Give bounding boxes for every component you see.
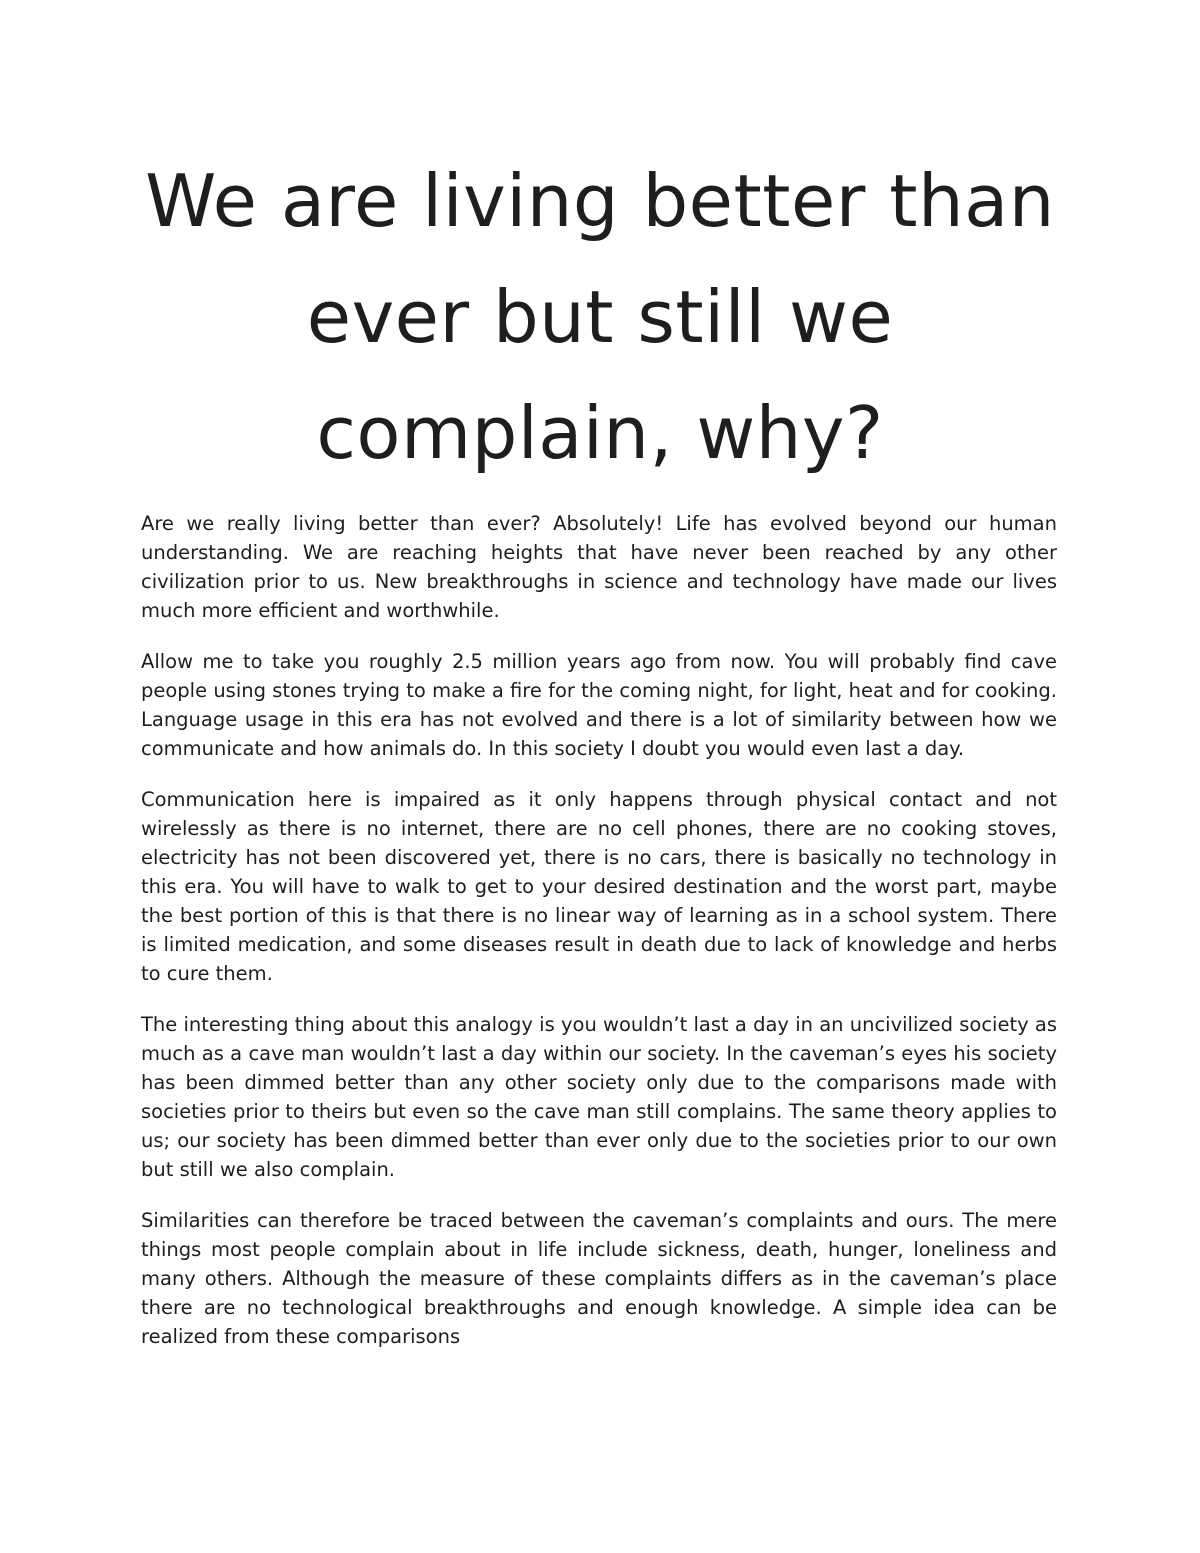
paragraph: Communication here is impaired as it only happens through physical contact and not wirelessly as there is no internet, there are no cell phones, there are no cooking stoves, electricity has not been discovered yet, there is no cars, there is basically no technology in this era. You will have to walk to get to your desired destination and the worst part, maybe the best portion of this is that there is no linear way of learning as in a school system. There is limited medication, and some diseases result in death due to lack of knowledge and herbs to cure them. xyxy=(141,788,1057,985)
document-body xyxy=(141,509,1057,1373)
paragraph: Similarities can therefore be traced between the caveman’s complaints and ours. The mere things most people complain about in life include sickness, death, hunger, loneliness and many others. Although the measure of these complaints differs as in the caveman’s place there are no technological breakthroughs and enough knowledge. A simple idea can be realized from these comparisons xyxy=(141,1209,1057,1348)
paragraph: Are we really living better than ever? Absolutely! Life has evolved beyond our human understanding. We are reaching heights that have never been reached by any other civilization prior to us. New breakthroughs in science and technology have made our lives much more efficient and worthwhile. xyxy=(141,512,1057,622)
document-title: We are living better than ever but still we complain, why? xyxy=(145,159,1055,475)
paragraph: Allow me to take you roughly 2.5 million years ago from now. You will probably find cave people using stones trying to make a fire for the coming night, for light, heat and for cooking. Language usage in this era has not evolved and there is a lot of similarity between how we communicate and how animals do. In this society I doubt you would even last a day. xyxy=(141,650,1057,760)
paragraph: The interesting thing about this analogy is you wouldn’t last a day in an uncivilized society as much as a cave man wouldn’t last a day within our society. In the caveman’s eyes his society has been dimmed better than any other society only due to the comparisons made with societies prior to theirs but even so the cave man still complains. The same theory applies to us; our society has been dimmed better than ever only due to the societies prior to our own but still we also complain. xyxy=(141,1013,1057,1181)
